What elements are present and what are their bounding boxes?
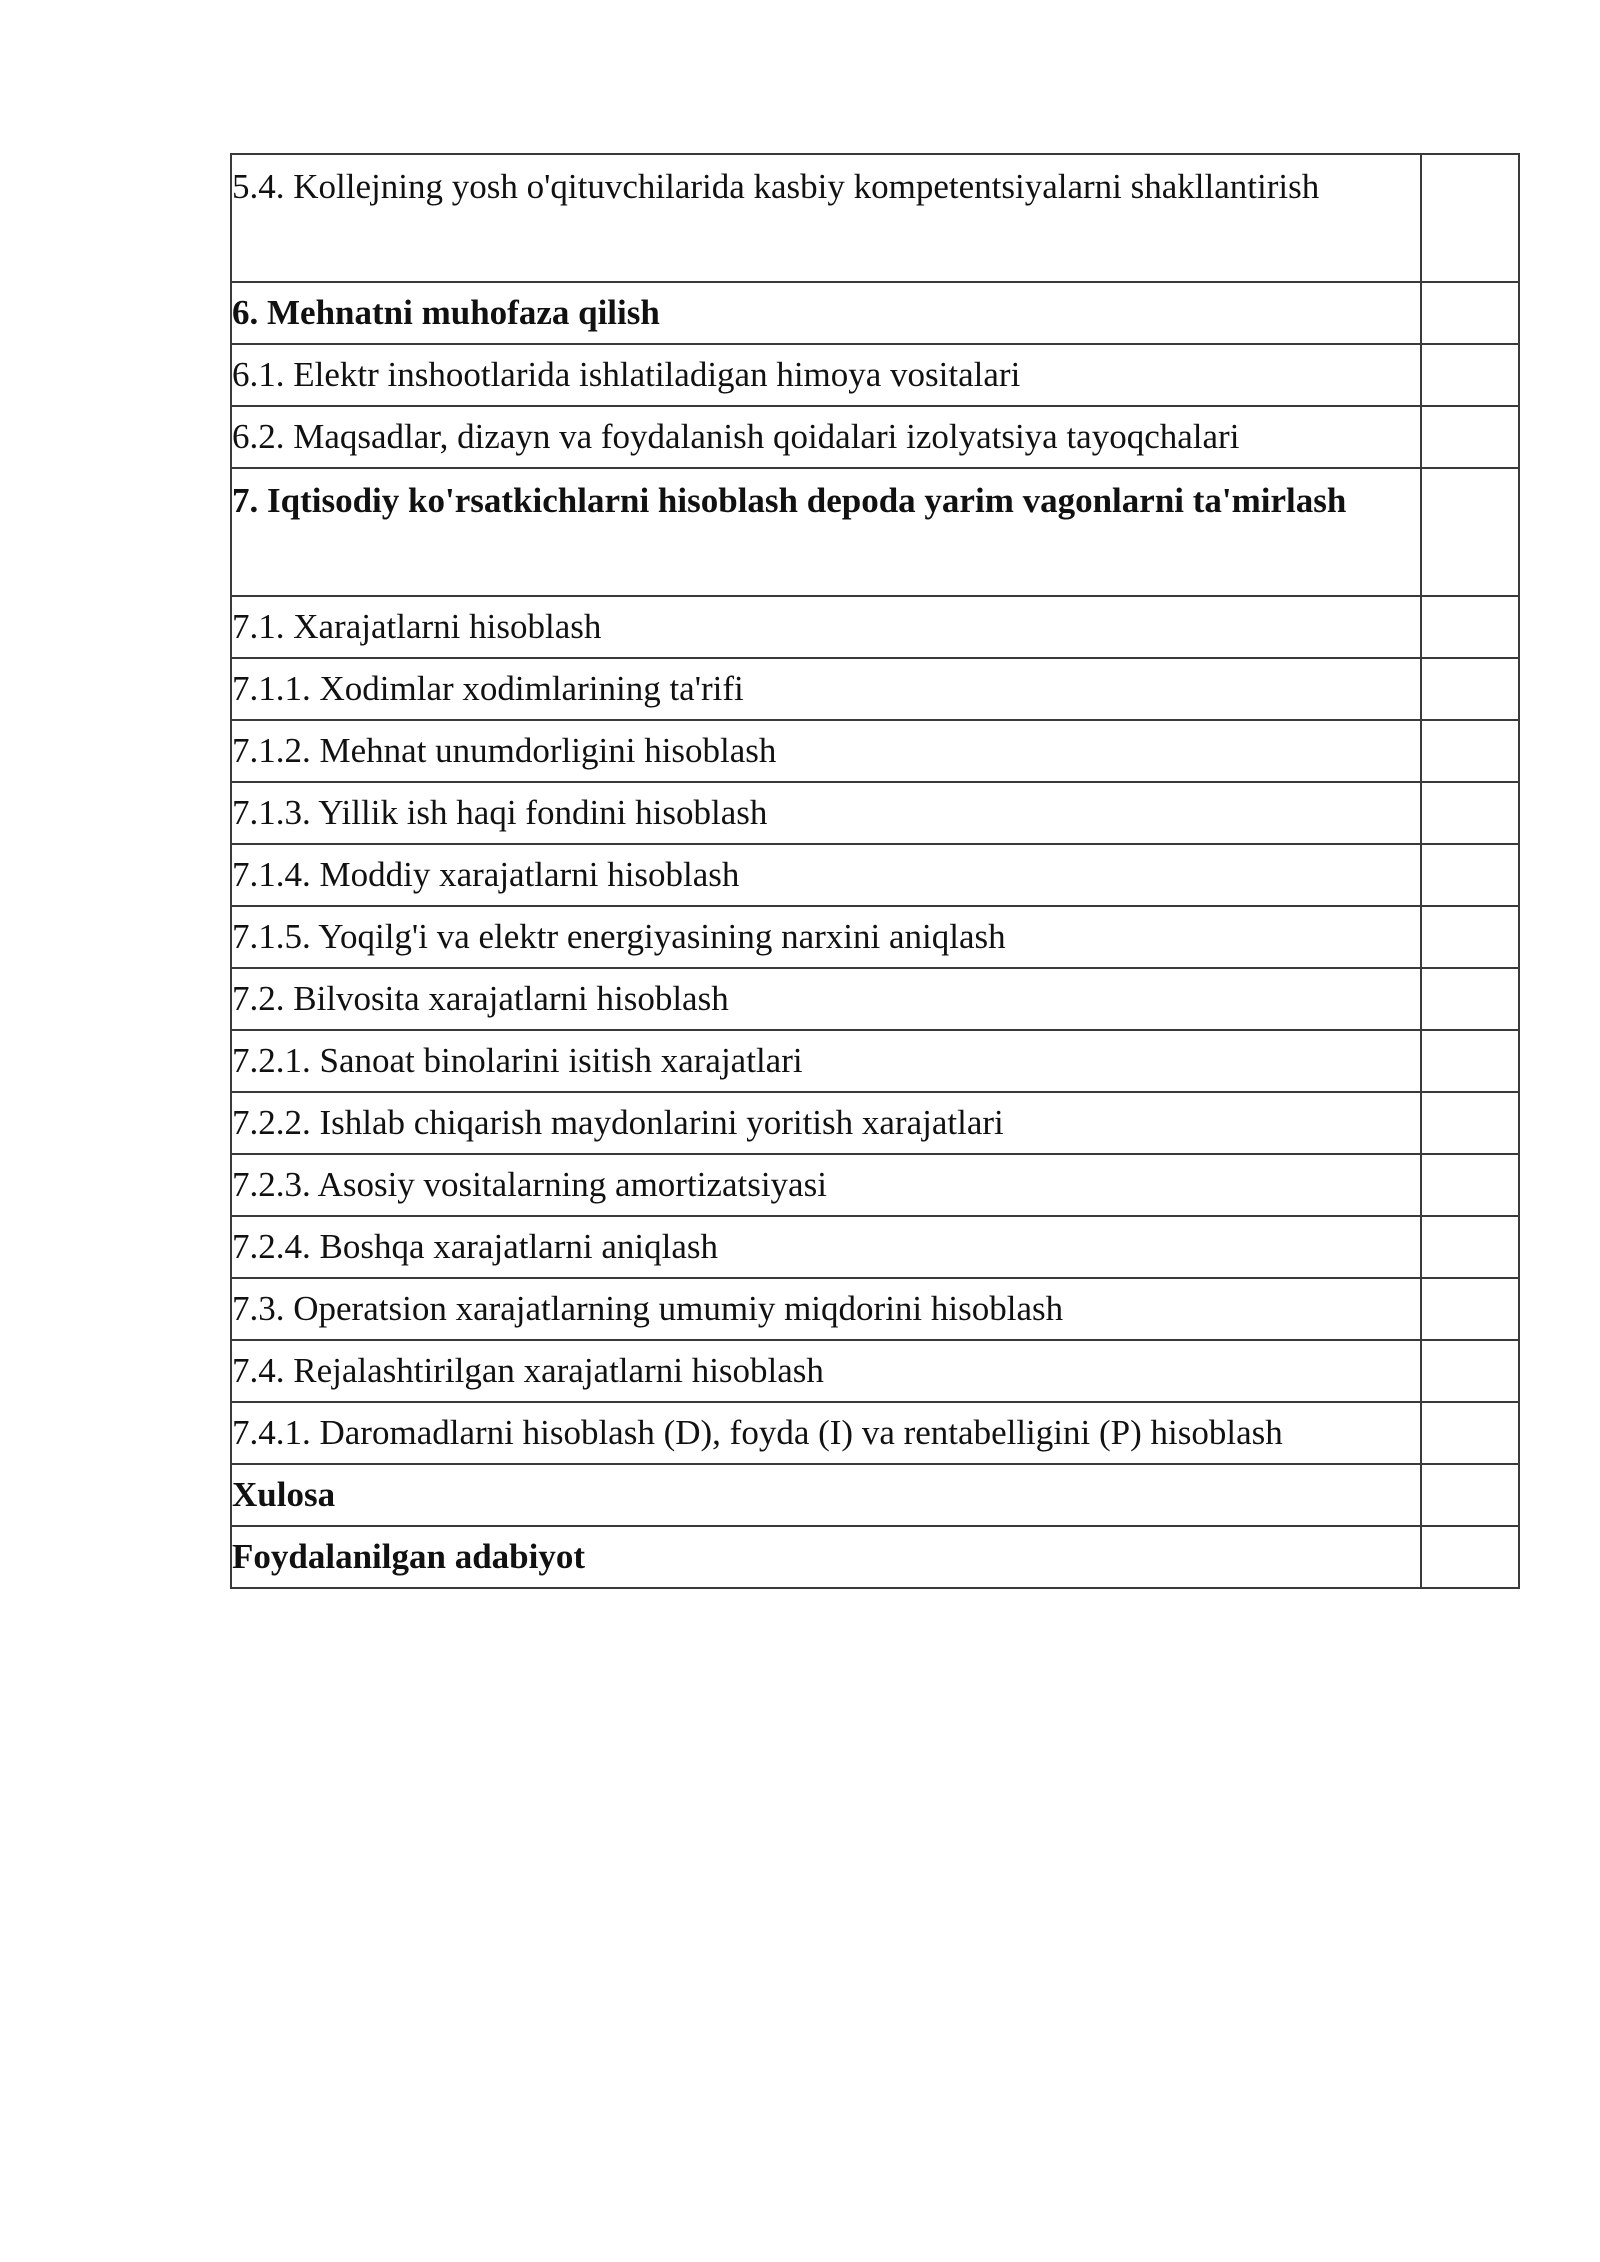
table-row <box>231 1154 1519 1216</box>
toc-section-title: 7. Iqtisodiy ko'rsatkichlarni hisoblash depoda yarim vagonlarni ta'mirlash <box>231 468 1421 596</box>
table-row <box>231 782 1519 844</box>
toc-entry-title: 7.3. Operatsion xarajatlarning umumiy miqdorini hisoblash <box>231 1278 1421 1340</box>
table-row <box>231 1278 1519 1340</box>
table-row <box>231 968 1519 1030</box>
toc-section-title: 6. Mehnatni muhofaza qilish <box>231 282 1421 344</box>
table-row <box>231 154 1519 282</box>
table-row <box>231 1030 1519 1092</box>
toc-page-number <box>1421 468 1519 596</box>
table-row <box>231 1092 1519 1154</box>
table-row <box>231 406 1519 468</box>
toc-entry-title: 7.1.3. Yillik ish haqi fondini hisoblash <box>231 782 1421 844</box>
toc-entry-title: 7.1.4. Moddiy xarajatlarni hisoblash <box>231 844 1421 906</box>
toc-page-number <box>1421 1216 1519 1278</box>
toc-entry-title: 7.1.5. Yoqilg'i va elektr energiyasining narxini aniqlash <box>231 906 1421 968</box>
table-of-contents <box>230 153 1520 1589</box>
toc-page-number <box>1421 1030 1519 1092</box>
toc-page-number <box>1421 282 1519 344</box>
toc-page-number <box>1421 844 1519 906</box>
toc-entry-title: 7.2.3. Asosiy vositalarning amortizatsiyasi <box>231 1154 1421 1216</box>
toc-page-number <box>1421 658 1519 720</box>
toc-page-number <box>1421 154 1519 282</box>
toc-page-number <box>1421 596 1519 658</box>
toc-entry-title: 7.1.2. Mehnat unumdorligini hisoblash <box>231 720 1421 782</box>
toc-entry-title: 7.4.1. Daromadlarni hisoblash (D), foyda (I) va rentabelligini (P) hisoblash <box>231 1402 1421 1464</box>
table-row <box>231 1216 1519 1278</box>
toc-page-number <box>1421 782 1519 844</box>
toc-page-number <box>1421 1092 1519 1154</box>
toc-entry-title: 7.2.1. Sanoat binolarini isitish xarajatlari <box>231 1030 1421 1092</box>
toc-page-number <box>1421 1278 1519 1340</box>
toc-page-number <box>1421 406 1519 468</box>
table-row <box>231 906 1519 968</box>
toc-entry-title: 6.1. Elektr inshootlarida ishlatiladigan himoya vositalari <box>231 344 1421 406</box>
toc-page-number <box>1421 1526 1519 1588</box>
toc-entry-title: 5.4. Kollejning yosh o'qituvchilarida kasbiy kompetentsiyalarni shakllantirish <box>231 154 1421 282</box>
table-row <box>231 720 1519 782</box>
table-row <box>231 1526 1519 1588</box>
toc-entry-title: 7.1. Xarajatlarni hisoblash <box>231 596 1421 658</box>
table-row <box>231 658 1519 720</box>
toc-page-number <box>1421 344 1519 406</box>
toc-page-number <box>1421 906 1519 968</box>
toc-page-number <box>1421 1402 1519 1464</box>
toc-section-title: Foydalanilgan adabiyot <box>231 1526 1421 1588</box>
table-row <box>231 1464 1519 1526</box>
table-row <box>231 1402 1519 1464</box>
toc-entry-title: 7.4. Rejalashtirilgan xarajatlarni hisoblash <box>231 1340 1421 1402</box>
toc-page-number <box>1421 1154 1519 1216</box>
toc-page-number <box>1421 720 1519 782</box>
table-row <box>231 596 1519 658</box>
toc-entry-title: 7.2.2. Ishlab chiqarish maydonlarini yoritish xarajatlari <box>231 1092 1421 1154</box>
toc-entry-title: 7.2.4. Boshqa xarajatlarni aniqlash <box>231 1216 1421 1278</box>
toc-entry-title: 6.2. Maqsadlar, dizayn va foydalanish qoidalari izolyatsiya tayoqchalari <box>231 406 1421 468</box>
toc-page-number <box>1421 1464 1519 1526</box>
table-row <box>231 282 1519 344</box>
toc-page-number <box>1421 1340 1519 1402</box>
toc-section-title: Xulosa <box>231 1464 1421 1526</box>
table-row <box>231 468 1519 596</box>
table-row <box>231 844 1519 906</box>
toc-page-number <box>1421 968 1519 1030</box>
table-row <box>231 1340 1519 1402</box>
table-row <box>231 344 1519 406</box>
toc-entry-title: 7.1.1. Xodimlar xodimlarining ta'rifi <box>231 658 1421 720</box>
toc-entry-title: 7.2. Bilvosita xarajatlarni hisoblash <box>231 968 1421 1030</box>
